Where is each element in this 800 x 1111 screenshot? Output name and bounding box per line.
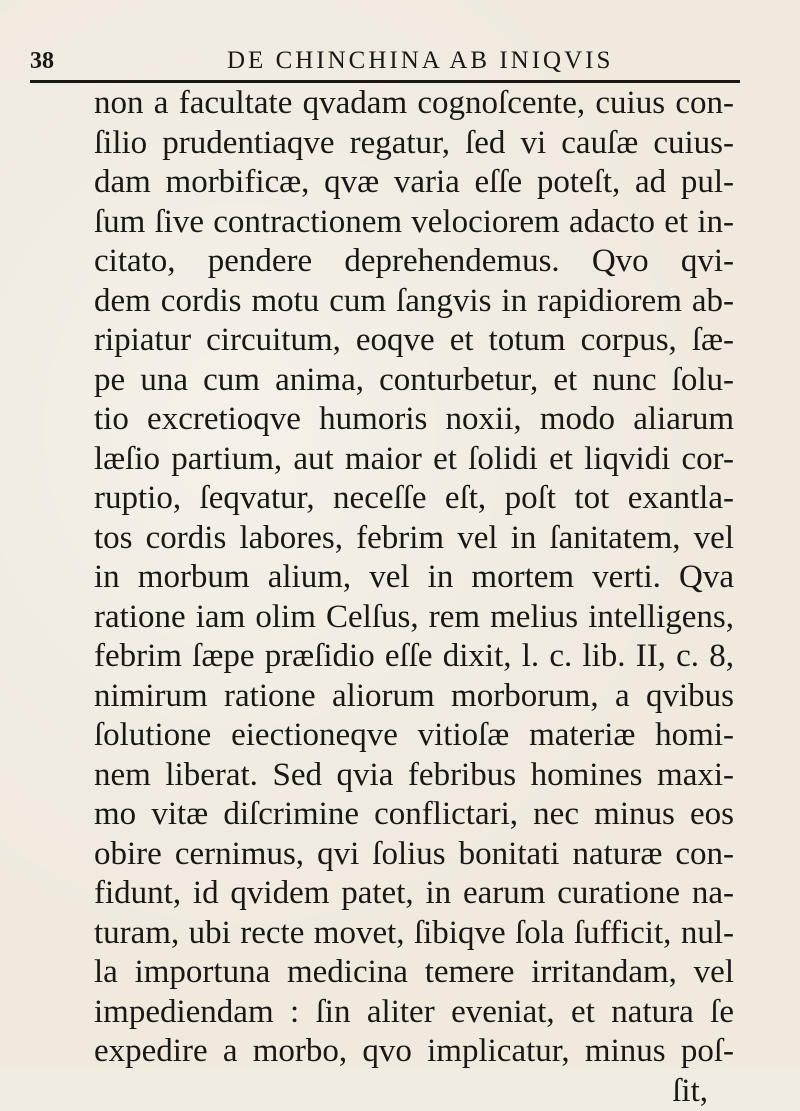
text-line: dam morbificæ, qvæ varia eſſe poteſt, ad pul- — [94, 163, 734, 203]
text-line: impediendam : ſin aliter eveniat, et natura ſe — [94, 993, 734, 1033]
text-line: non a facultate qvadam cognoſcente, cuius con- — [94, 84, 734, 124]
text-line: ratione iam olim Celſus, rem melius intelligens, — [94, 598, 734, 638]
text-line: tos cordis labores, febrim vel in ſanitatem, vel — [94, 519, 734, 559]
text-line: mo vitæ diſcrimine conflictari, nec minus eos — [94, 795, 734, 835]
text-line: læſio partium, aut maior et ſolidi et liqvidi cor- — [94, 440, 734, 480]
text-line: fidunt, id qvidem patet, in earum curatione na- — [94, 874, 734, 914]
text-line: ripiatur circuitum, eoqve et totum corpus, ſæ- — [94, 321, 734, 361]
text-line: dem cordis motu cum ſangvis in rapidiorem ab- — [94, 282, 734, 322]
body-text — [94, 84, 734, 1111]
text-line: febrim ſæpe præſidio eſſe dixit, l. c. lib. II, c. 8, — [94, 637, 734, 677]
text-line: nimirum ratione aliorum morborum, a qvibus — [94, 677, 734, 717]
text-line: nem liberat. Sed qvia febribus homines maxi- — [94, 756, 734, 796]
text-line: turam, ubi recte movet, ſibiqve ſola ſufficit, nul- — [94, 914, 734, 954]
text-line: pe una cum anima, conturbetur, et nunc ſolu- — [94, 361, 734, 401]
text-line: ruptio, ſeqvatur, neceſſe eſt, poſt tot exantla- — [94, 479, 734, 519]
text-line: in morbum alium, vel in mortem verti. Qva — [94, 558, 734, 598]
running-title: DE CHINCHINA AB INIQVIS — [227, 47, 613, 75]
header-rule — [30, 80, 740, 83]
page-number: 38 — [30, 48, 54, 75]
catchword: ſit, — [94, 1072, 734, 1111]
text-line: ſolutione eiectioneqve vitioſæ materiæ homi- — [94, 716, 734, 756]
page-header — [30, 44, 750, 78]
text-line: tio excretioqve humoris noxii, modo aliarum — [94, 400, 734, 440]
text-line: obire cernimus, qvi ſolius bonitati naturæ con- — [94, 835, 734, 875]
text-line: la importuna medicina temere irritandam, vel — [94, 953, 734, 993]
text-line: citato, pendere deprehendemus. Qvo qvi- — [94, 242, 734, 282]
text-line: ſum ſive contractionem velociorem adacto et in- — [94, 203, 734, 243]
text-line: expedire a morbo, qvo implicatur, minus poſ- — [94, 1032, 734, 1072]
text-line: ſilio prudentiaqve regatur, ſed vi cauſæ cuius- — [94, 124, 734, 164]
